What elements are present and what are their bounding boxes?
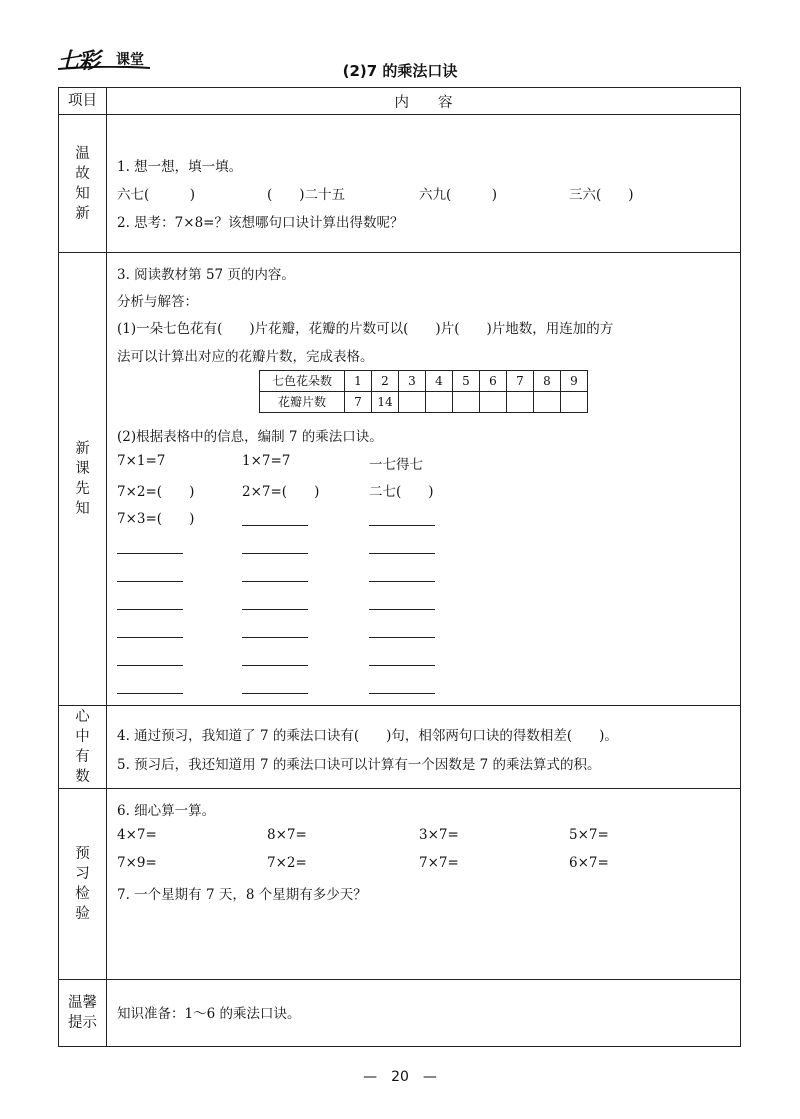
petal-cell[interactable]	[399, 392, 426, 413]
logo-text: 课堂	[116, 52, 144, 68]
answer-line[interactable]	[117, 553, 183, 554]
question-6: 6. 细心算一算。	[117, 803, 216, 819]
petal-cell: 6	[480, 371, 507, 392]
answer-line[interactable]	[369, 693, 435, 694]
petal-cell: 2	[372, 371, 399, 392]
petal-cell: 4	[426, 371, 453, 392]
question-1: 1. 想一想，填一填。	[117, 159, 243, 175]
answer-line[interactable]	[369, 665, 435, 666]
section-label-review: 温 故 知 新	[59, 115, 107, 253]
analysis-label: 分析与解答：	[117, 294, 198, 310]
section-check	[107, 789, 741, 980]
part-1-line-1: (1)一朵七色花有( )片花瓣，花瓣的片数可以( )片( )片地数，用连加的方	[117, 321, 614, 337]
header-col-item: 项目	[59, 88, 107, 115]
part-2: (2)根据表格中的信息，编制 7 的乘法口诀。	[117, 429, 383, 445]
section-label-tip: 温馨 提示	[59, 980, 107, 1047]
petal-cell[interactable]	[480, 392, 507, 413]
answer-line[interactable]	[369, 525, 435, 526]
section-label-preview: 新 课 先 知	[59, 253, 107, 706]
calc-item: 7×2=	[267, 855, 307, 871]
logo-mark: 七彩	[58, 49, 99, 74]
formula: 7×1=7	[117, 453, 166, 469]
tip-text: 知识准备：1～6 的乘法口诀。	[117, 1006, 301, 1022]
calc-item: 7×7=	[419, 855, 459, 871]
page-title: (2)7 的乘法口诀	[342, 62, 458, 80]
formula: 2×7=( )	[242, 484, 320, 500]
question-5: 5. 预习后，我还知道用 7 的乘法口诀可以计算有一个因数是 7 的乘法算式的积。	[117, 757, 601, 773]
header-col-content: 内 容	[107, 88, 741, 115]
answer-line[interactable]	[242, 553, 308, 554]
calc-item: 4×7=	[117, 827, 157, 843]
formula: 1×7=7	[242, 453, 291, 469]
answer-line[interactable]	[242, 665, 308, 666]
petal-table	[259, 370, 588, 413]
petal-cell: 9	[561, 371, 588, 392]
fill-item: 六九( )	[419, 187, 498, 203]
lesson-table	[58, 87, 741, 1047]
fill-item: 三六( )	[569, 187, 634, 203]
answer-line[interactable]	[117, 609, 183, 610]
part-1-line-2: 法可以计算出对应的花瓣片数，完成表格。	[117, 349, 374, 365]
petal-cell[interactable]	[561, 392, 588, 413]
page-number: — 20 —	[363, 1069, 437, 1085]
calc-item: 7×9=	[117, 855, 157, 871]
formula: 7×2=( )	[117, 484, 195, 500]
formula: 7×3=( )	[117, 511, 195, 527]
petal-cell[interactable]	[426, 392, 453, 413]
question-2: 2. 思考：7×8=？该想哪句口诀计算出得数呢？	[117, 215, 404, 231]
petal-cell: 3	[399, 371, 426, 392]
petal-cell: 14	[372, 392, 399, 413]
petal-cell[interactable]	[453, 392, 480, 413]
calc-item: 6×7=	[569, 855, 609, 871]
answer-line[interactable]	[242, 581, 308, 582]
petal-cell: 1	[345, 371, 372, 392]
fill-item: 六七( )	[117, 187, 196, 203]
section-tip	[107, 980, 741, 1047]
section-preview	[107, 253, 741, 706]
petal-cell[interactable]	[507, 392, 534, 413]
answer-line[interactable]	[117, 581, 183, 582]
question-7: 7. 一个星期有 7 天，8 个星期有多少天？	[117, 887, 367, 903]
petal-cell: 5	[453, 371, 480, 392]
petal-row-head: 七色花朵数	[260, 371, 345, 392]
calc-item: 3×7=	[419, 827, 459, 843]
answer-line[interactable]	[242, 525, 308, 526]
formula: 二七( )	[369, 484, 434, 500]
answer-line[interactable]	[369, 609, 435, 610]
answer-line[interactable]	[117, 665, 183, 666]
section-review	[107, 115, 741, 253]
section-heart	[107, 706, 741, 789]
fill-item: ( )二十五	[267, 187, 346, 203]
answer-line[interactable]	[369, 581, 435, 582]
answer-line[interactable]	[242, 637, 308, 638]
answer-line[interactable]	[242, 609, 308, 610]
petal-cell: 7	[507, 371, 534, 392]
answer-line[interactable]	[369, 637, 435, 638]
petal-cell[interactable]	[534, 392, 561, 413]
question-3: 3. 阅读教材第 57 页的内容。	[117, 267, 295, 283]
formula: 一七得七	[369, 457, 423, 473]
petal-cell: 8	[534, 371, 561, 392]
calc-item: 8×7=	[267, 827, 307, 843]
petal-cell: 7	[345, 392, 372, 413]
answer-line[interactable]	[242, 693, 308, 694]
question-4: 4. 通过预习，我知道了 7 的乘法口诀有( )句，相邻两句口诀的得数相差( )。	[117, 728, 618, 744]
answer-line[interactable]	[369, 553, 435, 554]
answer-line[interactable]	[117, 693, 183, 694]
section-label-check: 预 习 检 验	[59, 789, 107, 980]
calc-item: 5×7=	[569, 827, 609, 843]
answer-line[interactable]	[117, 637, 183, 638]
section-label-heart: 心 中 有 数	[59, 706, 107, 789]
petal-row-head: 花瓣片数	[260, 392, 345, 413]
